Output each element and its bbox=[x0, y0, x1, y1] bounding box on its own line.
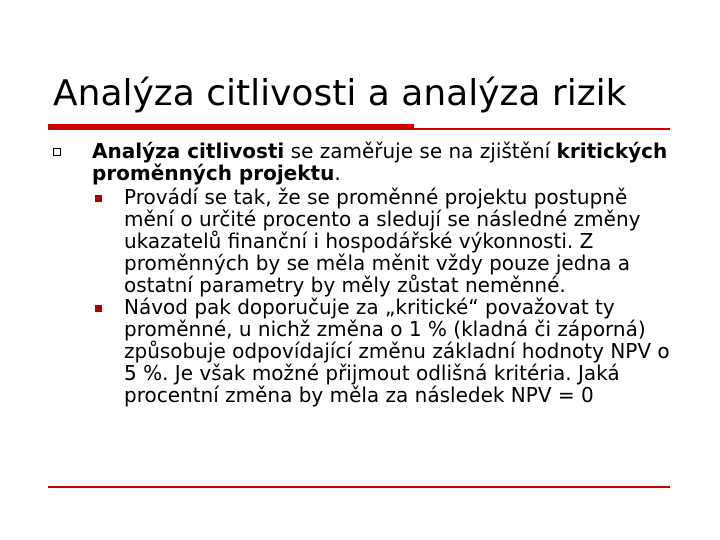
sub-point-text: Návod pak doporučuje za „kritické“ považovat ty proměnné, u nichž změna o 1 % (kladná či záporná) způsobuje odpovídající změnu základní hodnoty NPV o 5 %. Je však možné přijmout odlišná kritéria. Jaká procentní změna by měla za následek NPV = 0 bbox=[124, 295, 670, 407]
sub-point-text: Provádí se tak, že se proměnné projektu postupně mění o určité procento a sledují se následné změny ukazatelů finanční i hospodářské výkonnosti. Z proměnných by se měla měnit vždy pouze jedna a ostatní parametry by měly zůstat neměnné. bbox=[124, 185, 641, 297]
title-divider bbox=[48, 124, 670, 130]
title-divider-line bbox=[48, 128, 670, 130]
sub-bullet-point bbox=[92, 296, 670, 406]
main-point-bold-tail: kritických proměnných projektu bbox=[92, 139, 668, 185]
solid-square-bullet-icon bbox=[95, 305, 102, 312]
bottom-divider-line bbox=[48, 486, 670, 488]
hollow-square-bullet-icon bbox=[53, 148, 61, 156]
sub-point-list bbox=[92, 186, 670, 406]
main-point-bold-lead: Analýza citlivosti bbox=[92, 139, 285, 163]
sub-bullet-point bbox=[92, 186, 670, 296]
slide-title: Analýza citlivosti a analýza rizik bbox=[53, 73, 627, 114]
main-point-text bbox=[92, 140, 670, 184]
slide-content bbox=[50, 140, 670, 406]
main-point-text-end: . bbox=[334, 161, 341, 185]
main-point-text-mid: se zaměřuje se na zjištění bbox=[284, 139, 557, 163]
solid-square-bullet-icon bbox=[95, 195, 102, 202]
main-bullet-point bbox=[50, 140, 670, 406]
